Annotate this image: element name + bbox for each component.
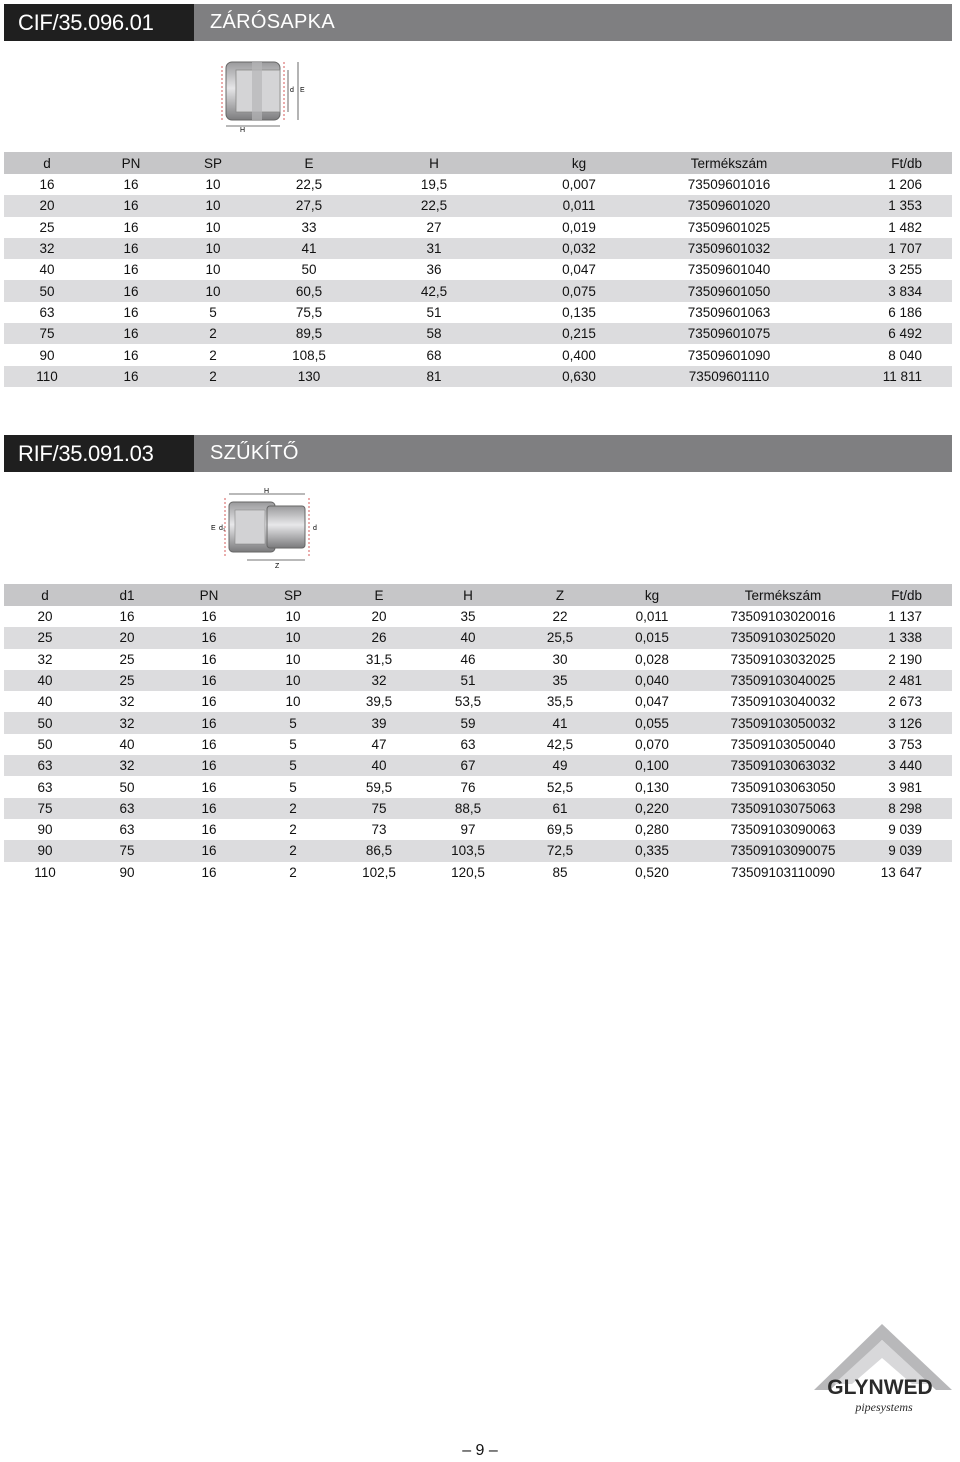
column-header: SP (172, 152, 254, 174)
table-cell: 73509103020016 (698, 606, 868, 627)
table-cell: 73509601032 (654, 238, 804, 259)
column-header: H (364, 152, 504, 174)
table-cell: 20 (86, 627, 168, 648)
table-cell: 63 (4, 755, 86, 776)
table-cell: 2 (250, 840, 336, 861)
product-name: SZŰKÍTŐ (194, 435, 952, 472)
table-cell: 73509103032025 (698, 649, 868, 670)
table-row (4, 840, 952, 861)
table-cell: 32 (86, 691, 168, 712)
table-cell: 40 (4, 691, 86, 712)
table-cell: 75 (86, 840, 168, 861)
table-row (4, 259, 952, 280)
column-header: PN (168, 584, 250, 606)
table-cell: 0,400 (504, 344, 654, 365)
table-row (4, 217, 952, 238)
table-cell: 25 (4, 217, 90, 238)
table-cell: 73509103110090 (698, 862, 868, 883)
table-cell: 53,5 (422, 691, 514, 712)
table-cell: 16 (90, 217, 172, 238)
dim-label-d1: d₁ (219, 525, 226, 532)
table-cell: 50 (4, 712, 86, 733)
table-cell: 50 (4, 280, 90, 301)
table-cell: 5 (250, 755, 336, 776)
table-cell: 73509103050032 (698, 712, 868, 733)
table-cell: 2 481 (868, 670, 952, 691)
table-row (4, 862, 952, 883)
column-header: E (254, 152, 364, 174)
table-cell: 52,5 (514, 776, 606, 797)
column-header: d (4, 152, 90, 174)
table-cell: 0,335 (606, 840, 698, 861)
table-cell: 10 (172, 280, 254, 301)
dim-label-z: Z (275, 563, 280, 570)
table-cell: 16 (168, 862, 250, 883)
table-cell: 49 (514, 755, 606, 776)
table-cell: 0,011 (504, 195, 654, 216)
table-cell: 16 (168, 670, 250, 691)
table-cell: 0,028 (606, 649, 698, 670)
table-row (4, 819, 952, 840)
column-header: PN (90, 152, 172, 174)
table-cell: 10 (250, 649, 336, 670)
table-cell: 25 (86, 649, 168, 670)
table-cell: 73509601040 (654, 259, 804, 280)
table-cell: 1 137 (868, 606, 952, 627)
table-row (4, 302, 952, 323)
table-cell: 16 (90, 195, 172, 216)
table-cell: 0,032 (504, 238, 654, 259)
table-cell: 73509103075063 (698, 798, 868, 819)
table-cell: 16 (168, 691, 250, 712)
table-cell: 0,011 (606, 606, 698, 627)
table-cell: 76 (422, 776, 514, 797)
table-cell: 6 492 (804, 323, 952, 344)
table-cell: 2 (172, 323, 254, 344)
table-cell: 10 (250, 627, 336, 648)
table-cell: 6 186 (804, 302, 952, 323)
table-cell: 60,5 (254, 280, 364, 301)
table-cell: 73509601050 (654, 280, 804, 301)
table-cell: 81 (364, 366, 504, 387)
table-cell: 73509103063050 (698, 776, 868, 797)
table-cell: 73509103090063 (698, 819, 868, 840)
table-cell: 16 (90, 259, 172, 280)
table-cell: 90 (4, 344, 90, 365)
table-cell: 10 (250, 606, 336, 627)
table-cell: 35 (514, 670, 606, 691)
table-cell: 89,5 (254, 323, 364, 344)
table-cell: 39,5 (336, 691, 422, 712)
table-cell: 42,5 (364, 280, 504, 301)
product-code: RIF/35.091.03 (4, 435, 194, 472)
table-cell: 58 (364, 323, 504, 344)
table-cell: 16 (90, 280, 172, 301)
table-cell: 0,135 (504, 302, 654, 323)
table-cell: 40 (86, 734, 168, 755)
table-cell: 42,5 (514, 734, 606, 755)
table-cell: 10 (172, 217, 254, 238)
table-cell: 51 (364, 302, 504, 323)
table-cell: 75 (336, 798, 422, 819)
table-row (4, 776, 952, 797)
table-cell: 72,5 (514, 840, 606, 861)
table-cell: 2 (250, 819, 336, 840)
table-cell: 36 (364, 259, 504, 280)
logo-brand-text: GLYNWED (827, 1376, 933, 1399)
table-cell: 73509601016 (654, 174, 804, 195)
column-header: E (336, 584, 422, 606)
reducer-drawing (207, 484, 325, 570)
table-cell: 8 040 (804, 344, 952, 365)
table-cell: 16 (90, 238, 172, 259)
table-cell: 16 (168, 606, 250, 627)
table-row (4, 798, 952, 819)
table-cell: 35,5 (514, 691, 606, 712)
table-row (4, 606, 952, 627)
dim-label-h: H (240, 127, 246, 134)
table-row (4, 366, 952, 387)
table-row (4, 691, 952, 712)
table-cell: 19,5 (364, 174, 504, 195)
logo-tagline-text: pipesystems (855, 1400, 913, 1414)
table-cell: 75,5 (254, 302, 364, 323)
table-cell: 1 707 (804, 238, 952, 259)
table-cell: 16 (168, 712, 250, 733)
table-cell: 16 (90, 302, 172, 323)
reducer-table (4, 584, 952, 883)
table-cell: 73509103025020 (698, 627, 868, 648)
table-cell: 0,055 (606, 712, 698, 733)
table-cell: 0,630 (504, 366, 654, 387)
table-cell: 73509601090 (654, 344, 804, 365)
table-cell: 0,100 (606, 755, 698, 776)
column-header: Ft/db (868, 584, 952, 606)
table-row (4, 344, 952, 365)
column-header: SP (250, 584, 336, 606)
table-cell: 1 206 (804, 174, 952, 195)
table-cell: 11 811 (804, 366, 952, 387)
table-row (4, 238, 952, 259)
table-cell: 16 (168, 755, 250, 776)
dim-label-e: E (300, 87, 305, 94)
table-cell: 3 981 (868, 776, 952, 797)
table-cell: 26 (336, 627, 422, 648)
table-cell: 90 (4, 840, 86, 861)
table-cell: 31 (364, 238, 504, 259)
table-cell: 22,5 (364, 195, 504, 216)
table-cell: 67 (422, 755, 514, 776)
table-cell: 86,5 (336, 840, 422, 861)
table-cell: 1 338 (868, 627, 952, 648)
table-cell: 20 (336, 606, 422, 627)
table-cell: 16 (90, 366, 172, 387)
table-cell: 16 (168, 627, 250, 648)
table-cell: 31,5 (336, 649, 422, 670)
table-cell: 10 (172, 238, 254, 259)
table-cell: 16 (90, 323, 172, 344)
table-cell: 9 039 (868, 819, 952, 840)
table-row (4, 195, 952, 216)
table-cell: 39 (336, 712, 422, 733)
table-cell: 0,280 (606, 819, 698, 840)
table-cell: 8 298 (868, 798, 952, 819)
table-cell: 22,5 (254, 174, 364, 195)
table-cell: 97 (422, 819, 514, 840)
column-header: kg (606, 584, 698, 606)
table-cell: 47 (336, 734, 422, 755)
table-cell: 50 (86, 776, 168, 797)
table-cell: 0,007 (504, 174, 654, 195)
table-cell: 20 (4, 606, 86, 627)
table-cell: 1 353 (804, 195, 952, 216)
table-cell: 41 (254, 238, 364, 259)
product-code: CIF/35.096.01 (4, 4, 194, 41)
table-cell: 63 (4, 302, 90, 323)
table-cell: 110 (4, 366, 90, 387)
table-cell: 16 (86, 606, 168, 627)
table-cell: 32 (86, 712, 168, 733)
table-cell: 25 (86, 670, 168, 691)
table-row (4, 755, 952, 776)
table-cell: 10 (172, 259, 254, 280)
table-cell: 0,047 (606, 691, 698, 712)
table-cell: 73509103040025 (698, 670, 868, 691)
table-cell: 3 753 (868, 734, 952, 755)
table-cell: 46 (422, 649, 514, 670)
column-header: kg (504, 152, 654, 174)
table-cell: 2 (172, 344, 254, 365)
table-cell: 63 (86, 819, 168, 840)
table-cell: 3 126 (868, 712, 952, 733)
column-header: Z (514, 584, 606, 606)
table-row (4, 174, 952, 195)
table-row (4, 734, 952, 755)
table-cell: 16 (90, 344, 172, 365)
table-cell: 25 (4, 627, 86, 648)
table-cell: 2 (172, 366, 254, 387)
table-cell: 0,075 (504, 280, 654, 301)
table-cell: 69,5 (514, 819, 606, 840)
section-header-cif (4, 4, 952, 41)
table-cell: 51 (422, 670, 514, 691)
table-cell: 90 (86, 862, 168, 883)
table-cell: 73509601063 (654, 302, 804, 323)
table-cell: 16 (168, 840, 250, 861)
table-cell: 0,040 (606, 670, 698, 691)
table-cell: 16 (168, 798, 250, 819)
table-cell: 0,215 (504, 323, 654, 344)
table-cell: 35 (422, 606, 514, 627)
table-cell: 0,220 (606, 798, 698, 819)
table-cell: 10 (250, 670, 336, 691)
column-header: d (4, 584, 86, 606)
page-number: – 9 – (462, 1442, 498, 1459)
table-cell: 16 (168, 649, 250, 670)
table-cell: 16 (90, 174, 172, 195)
table-row (4, 627, 952, 648)
table-cell: 0,130 (606, 776, 698, 797)
table-cell: 40 (4, 259, 90, 280)
table-cell: 61 (514, 798, 606, 819)
table-cell: 16 (168, 734, 250, 755)
table-cell: 32 (86, 755, 168, 776)
table-cell: 5 (250, 776, 336, 797)
table-cell: 3 834 (804, 280, 952, 301)
column-header: Termékszám (698, 584, 868, 606)
table-cell: 10 (172, 174, 254, 195)
table-cell: 5 (172, 302, 254, 323)
table-cell: 50 (4, 734, 86, 755)
table-cell: 9 039 (868, 840, 952, 861)
table-cell: 16 (168, 819, 250, 840)
table-cell: 40 (336, 755, 422, 776)
section-header-rif (4, 435, 952, 472)
table-cell: 73509601025 (654, 217, 804, 238)
dim-label-e: E (211, 525, 216, 532)
column-header: H (422, 584, 514, 606)
table-cell: 0,520 (606, 862, 698, 883)
table-cell: 108,5 (254, 344, 364, 365)
table-row (4, 280, 952, 301)
dim-label-d: d (290, 87, 294, 94)
table-cell: 73509601110 (654, 366, 804, 387)
table-cell: 32 (4, 238, 90, 259)
table-cell: 130 (254, 366, 364, 387)
table-cell: 32 (4, 649, 86, 670)
table-cell: 2 673 (868, 691, 952, 712)
table-cell: 41 (514, 712, 606, 733)
table-cell: 27,5 (254, 195, 364, 216)
table-cell: 40 (4, 670, 86, 691)
table-cell: 73509103090075 (698, 840, 868, 861)
table-cell: 50 (254, 259, 364, 280)
table-cell: 3 255 (804, 259, 952, 280)
table-cell: 16 (168, 776, 250, 797)
table-cell: 88,5 (422, 798, 514, 819)
table-cell: 27 (364, 217, 504, 238)
table-cell: 10 (250, 691, 336, 712)
table-cell: 40 (422, 627, 514, 648)
table-cell: 73509103050040 (698, 734, 868, 755)
table-cell: 2 (250, 798, 336, 819)
table-cell: 63 (4, 776, 86, 797)
table-cell: 68 (364, 344, 504, 365)
column-header: Termékszám (654, 152, 804, 174)
table-row (4, 670, 952, 691)
table-cell: 0,070 (606, 734, 698, 755)
table-cell: 59 (422, 712, 514, 733)
table-cell: 0,015 (606, 627, 698, 648)
table-row (4, 712, 952, 733)
table-cell: 10 (172, 195, 254, 216)
table-cell: 20 (4, 195, 90, 216)
table-cell: 0,019 (504, 217, 654, 238)
table-cell: 22 (514, 606, 606, 627)
table-cell: 120,5 (422, 862, 514, 883)
table-cell: 110 (4, 862, 86, 883)
table-cell: 73509103063032 (698, 755, 868, 776)
table-cell: 25,5 (514, 627, 606, 648)
table-cell: 1 482 (804, 217, 952, 238)
table-cell: 63 (422, 734, 514, 755)
table-cell: 33 (254, 217, 364, 238)
end-cap-drawing (212, 52, 312, 134)
table-cell: 75 (4, 798, 86, 819)
table-row (4, 323, 952, 344)
table-cell: 73509601075 (654, 323, 804, 344)
table-cell: 2 190 (868, 649, 952, 670)
table-cell: 75 (4, 323, 90, 344)
end-cap-table (4, 152, 952, 387)
table-cell: 90 (4, 819, 86, 840)
column-header: Ft/db (804, 152, 952, 174)
dim-label-d: d (313, 525, 317, 532)
column-header: d1 (86, 584, 168, 606)
table-cell: 102,5 (336, 862, 422, 883)
table-cell: 5 (250, 734, 336, 755)
table-cell: 103,5 (422, 840, 514, 861)
table-cell: 3 440 (868, 755, 952, 776)
table-row (4, 649, 952, 670)
table-cell: 59,5 (336, 776, 422, 797)
table-cell: 85 (514, 862, 606, 883)
table-cell: 63 (86, 798, 168, 819)
product-name: ZÁRÓSAPKA (194, 4, 952, 41)
table-cell: 32 (336, 670, 422, 691)
table-cell: 73509103040032 (698, 691, 868, 712)
dim-label-h: H (264, 488, 270, 495)
table-cell: 5 (250, 712, 336, 733)
glynwed-logo (812, 1322, 954, 1418)
table-cell: 16 (4, 174, 90, 195)
table-cell: 73509601020 (654, 195, 804, 216)
table-cell: 0,047 (504, 259, 654, 280)
table-cell: 30 (514, 649, 606, 670)
table-cell: 73 (336, 819, 422, 840)
table-cell: 13 647 (868, 862, 952, 883)
table-cell: 2 (250, 862, 336, 883)
